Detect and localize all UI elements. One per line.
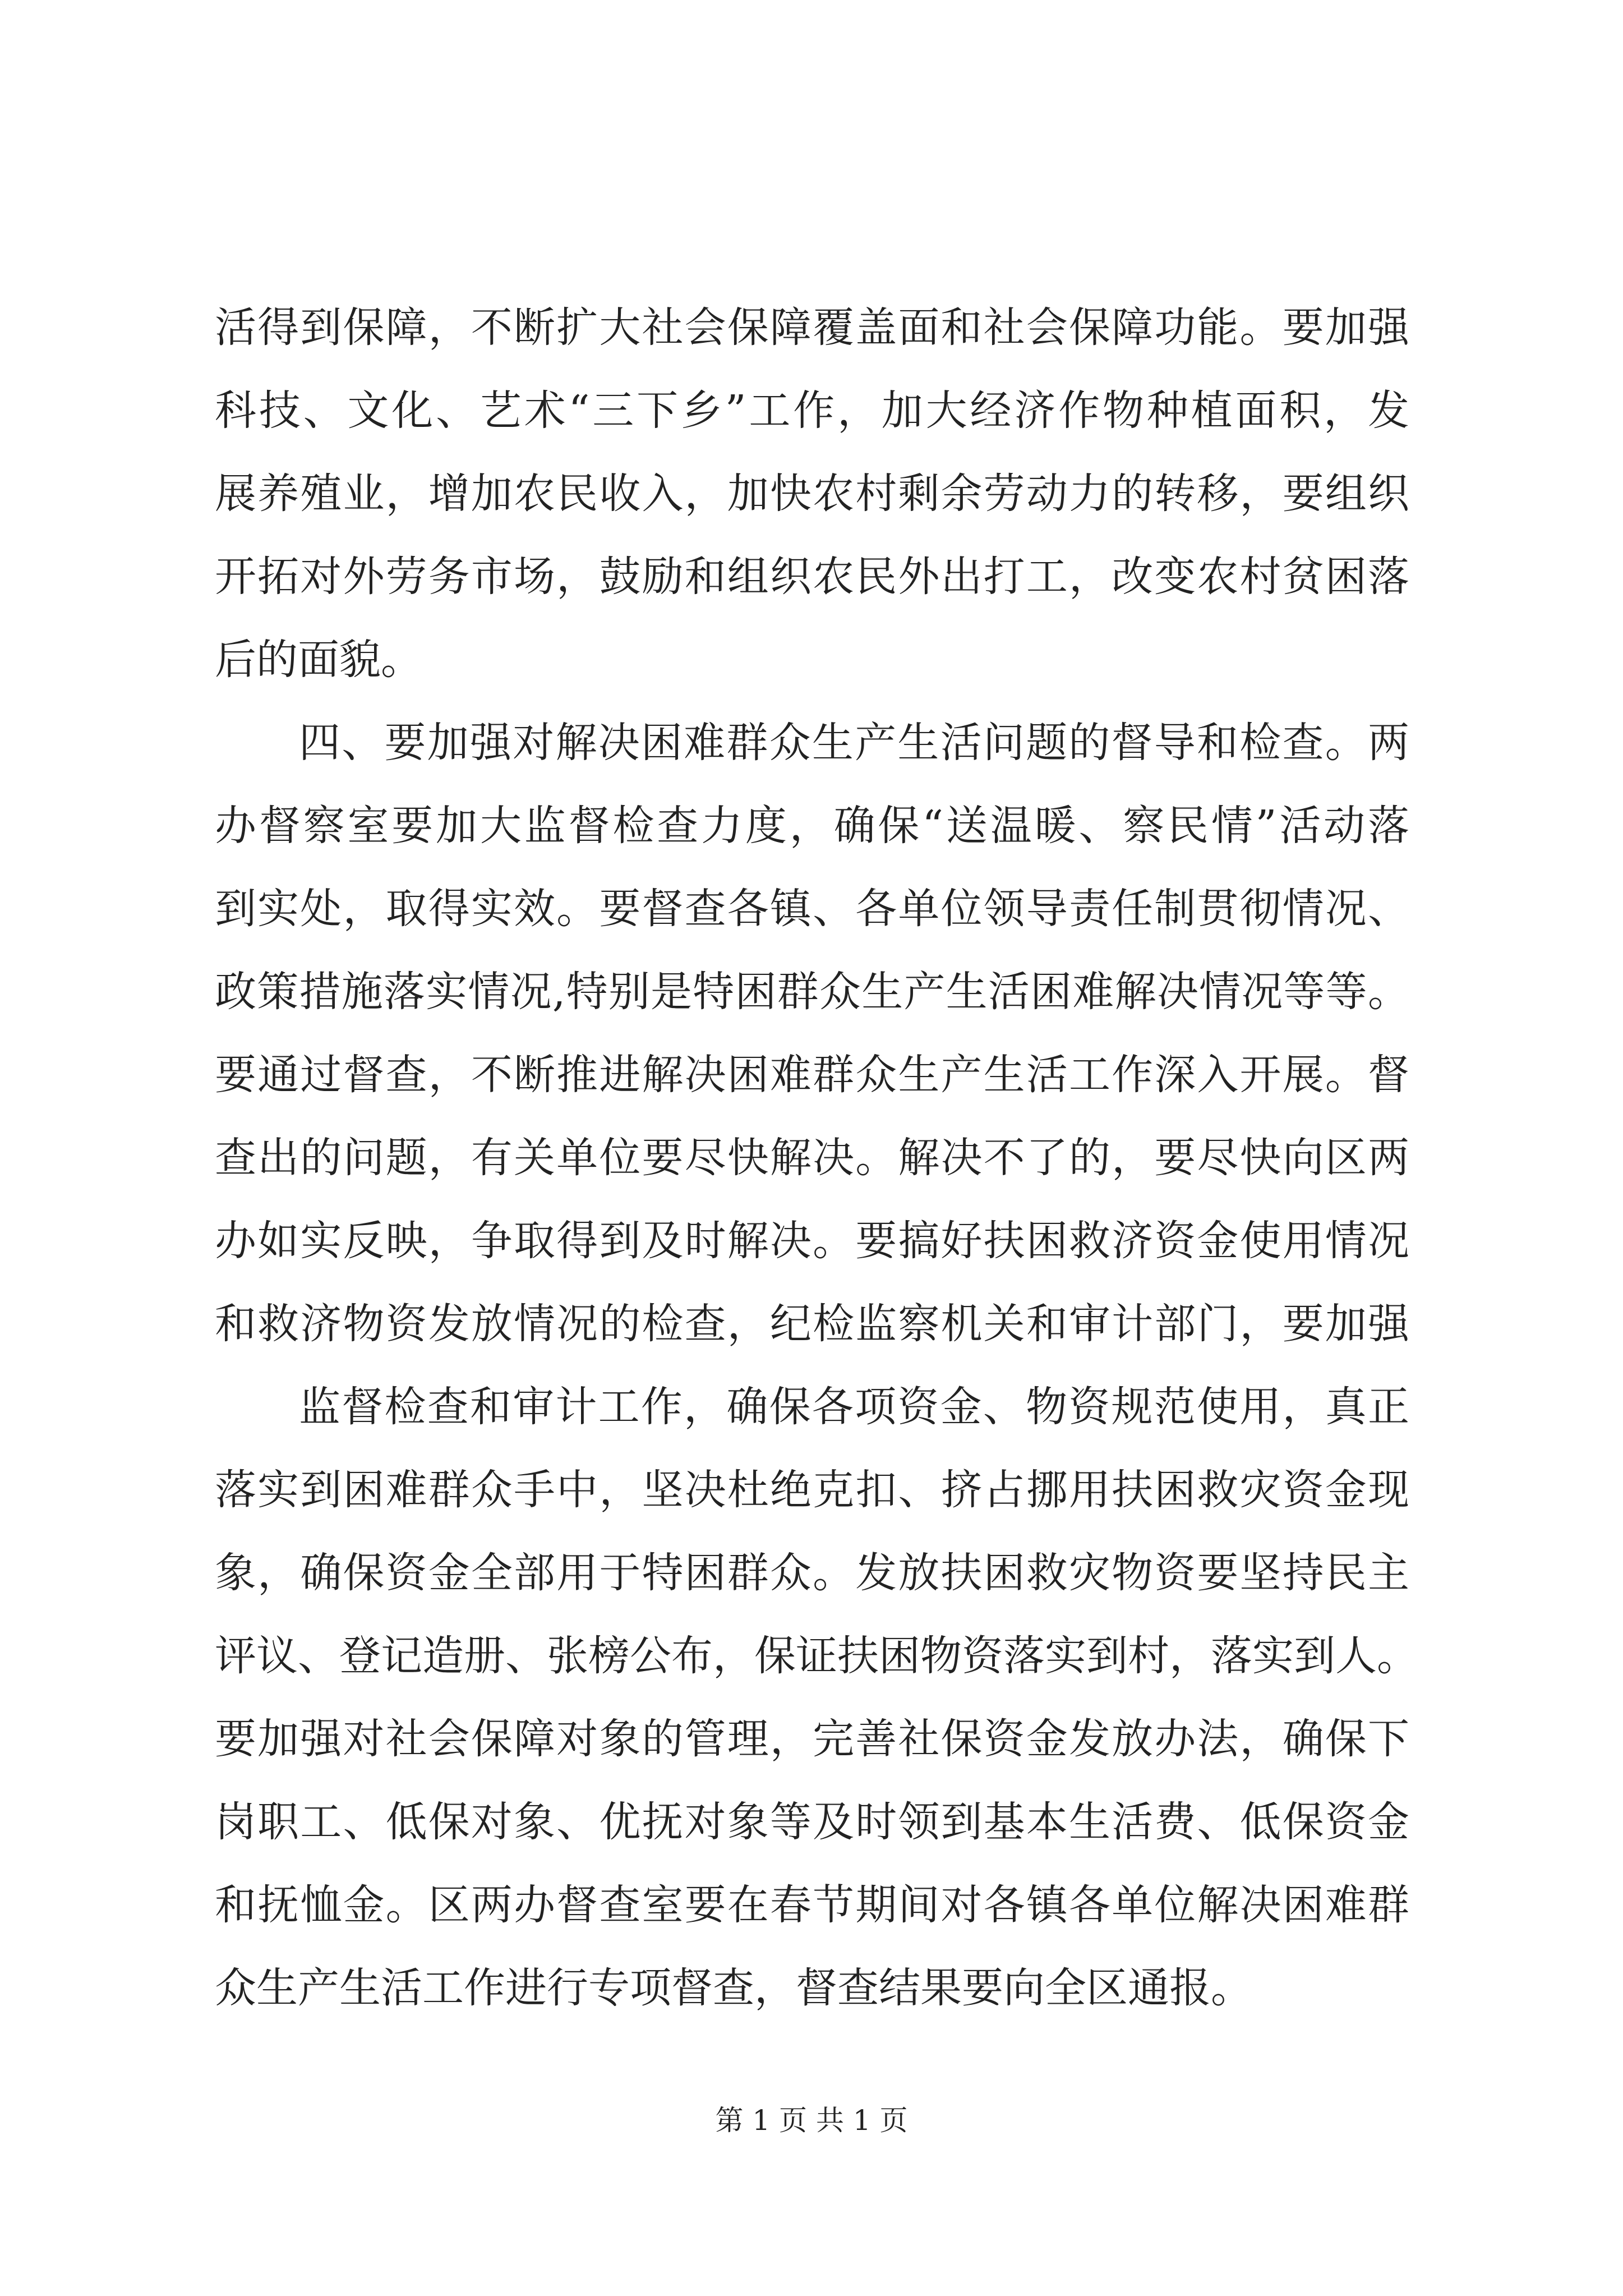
paragraph-line: 落实到困难群众手中，坚决杜绝克扣、挤占挪用扶困救灾资金现 — [215, 1466, 1409, 1514]
paragraph-line: 和救济物资发放情况的检查，纪检监察机关和审计部门，要加强 — [215, 1300, 1409, 1348]
paragraph-line: 和抚恤金。区两办督查室要在春节期间对各镇各单位解决困难群 — [215, 1881, 1409, 1929]
paragraph-line: 查出的问题，有关单位要尽快解决。解决不了的，要尽快向区两 — [215, 1134, 1409, 1182]
paragraph-line: 后的面貌。 — [215, 636, 422, 684]
paragraph-line: 科技、文化、艺术“三下乡”工作，加大经济作物种植面积，发 — [215, 386, 1409, 435]
document-body — [215, 286, 1418, 2030]
page-number-footer: 第 1 页 共 1 页 — [715, 2104, 908, 2137]
paragraph-line: 要加强对社会保障对象的管理，完善社保资金发放办法，确保下 — [215, 1715, 1409, 1763]
paragraph-line: 岗职工、低保对象、优抚对象等及时领到基本生活费、低保资金 — [215, 1798, 1409, 1846]
paragraph-line: 开拓对外劳务市场，鼓励和组织农民外出打工，改变农村贫困落 — [215, 553, 1409, 601]
paragraph-line: 到实处，取得实效。要督查各镇、各单位领导责任制贯彻情况、 — [215, 885, 1409, 933]
paragraph-line: 监督检查和审计工作，确保各项资金、物资规范使用，真正 — [299, 1383, 1409, 1431]
paragraph-line: 活得到保障，不断扩大社会保障覆盖面和社会保障功能。要加强 — [215, 303, 1409, 352]
paragraph-line: 展养殖业，增加农民收入，加快农村剩余劳动力的转移，要组织 — [215, 470, 1409, 518]
paragraph-line: 评议、登记造册、张榜公布，保证扶困物资落实到村，落实到人。 — [215, 1632, 1418, 1680]
paragraph-line: 办如实反映，争取得到及时解决。要搞好扶困救济资金使用情况 — [215, 1217, 1409, 1265]
paragraph-line: 要通过督查，不断推进解决困难群众生产生活工作深入开展。督 — [215, 1051, 1409, 1099]
paragraph-line: 象，确保资金全部用于特困群众。发放扶困救灾物资要坚持民主 — [215, 1549, 1409, 1597]
paragraph-line: 办督察室要加大监督检查力度，确保“送温暖、察民情”活动落 — [215, 802, 1409, 850]
paragraph-line: 四、要加强对解决困难群众生产生活问题的督导和检查。两 — [299, 719, 1409, 767]
paragraph-line: 众生产生活工作进行专项督查，督查结果要向全区通报。 — [215, 1964, 1252, 2012]
paragraph-line: 政策措施落实情况,特别是特困群众生产生活困难解决情况等等。 — [215, 968, 1409, 1016]
